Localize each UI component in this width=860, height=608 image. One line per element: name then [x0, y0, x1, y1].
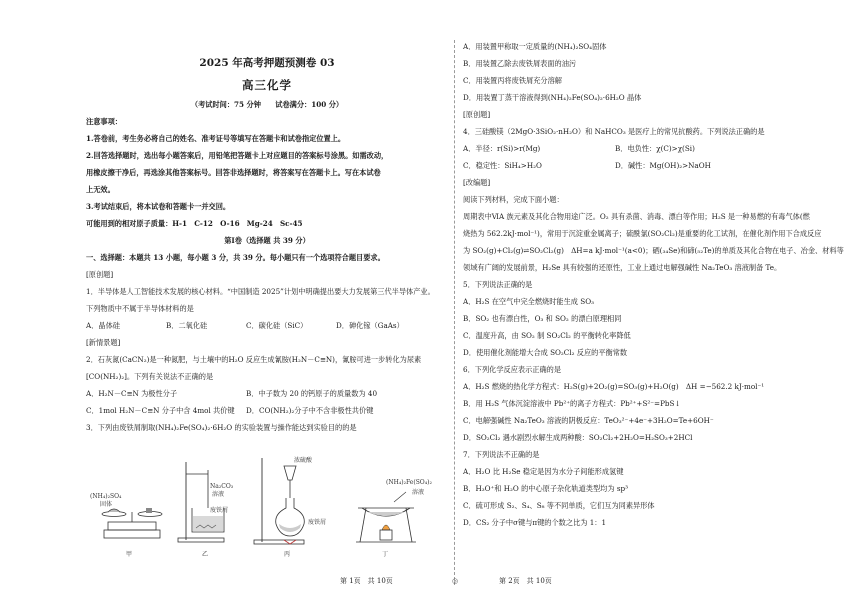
apparatus-flask: [254, 458, 304, 544]
q3-stem: 3．下列由废铁屑制取(NH₄)₂Fe(SO₄)₂·6H₂O 的实验装置与操作能达到实验目的的是: [86, 423, 357, 432]
q4-option-c: C．稳定性：SiH₄>H₂O: [463, 161, 542, 170]
q3-option-b: B．用装置乙除去废铁屑表面的油污: [463, 59, 577, 68]
notes-line-5: 3.考试结束后，将本试卷和答题卡一并交回。: [86, 202, 231, 211]
q5-option-d: D．使用催化剂能增大合成 SO₂Cl₂ 反应的平衡常数: [463, 348, 628, 357]
page-divider: [454, 40, 455, 585]
q3-option-c: C．用装置丙将废铁屑充分溶解: [463, 76, 562, 85]
q6-option-d: D．SO₂Cl₂ 遇水剧烈水解生成两种酸：SO₂Cl₂+2H₂O=H₂SO₃+2HCl: [463, 433, 693, 442]
passage-tag: [改编题]: [463, 178, 491, 187]
center-mark: ◎: [452, 577, 459, 585]
q5-option-b: B．SO₂ 也有漂白性，O₃ 和 SO₂ 的漂白原理相同: [463, 314, 622, 323]
label-solid: 固体: [100, 501, 113, 508]
q2-option-b: B．中子数为 20 的钙原子的质量数为 40: [246, 389, 378, 398]
section-instruction: 一、选择题：本题共 13 小题，每小题 3 分，共 39 分。每小题只有一个选项符合题目要求。: [86, 253, 385, 262]
label-ammonium-sulfate: (NH₄)₂SO₄: [90, 493, 122, 500]
atomic-masses: 可能用到的相对原子质量：H-1 C-12 O-16 Mg-24 Sc-45: [86, 219, 303, 228]
q4-tag: [原创题]: [463, 110, 491, 119]
q5-option-c: C．温度升高，由 SO₂ 制 SO₂Cl₂ 的平衡转化率降低: [463, 331, 631, 340]
q3-apparatus-figure: [86, 452, 448, 562]
notes-line-1: 1.答卷前，考生务必将自己的姓名、准考证号等填写在答题卡和试卷指定位置上。: [86, 134, 346, 143]
q2-option-d: D．CO(NH₂)₂分子中不含非极性共价键: [246, 406, 374, 415]
q7-stem: 7．下列说法不正确的是: [463, 450, 540, 459]
notes-line-3: 用橡皮擦干净后，再选涂其他答案标号。回答非选择题时，将答案写在答题卡上。写在本试卷: [86, 168, 381, 177]
passage-line-1: 周期表中ⅥA 族元素及其化合物用途广泛。O₂ 具有杀菌、消毒、漂白等作用；H₂S 是一种易燃的有毒气体(燃: [463, 212, 810, 221]
subject-title: 高三化学: [242, 78, 292, 92]
exam-title: 2025 年高考押题预测卷 03: [199, 57, 335, 69]
left-page-column: [86, 0, 448, 608]
q1-tag: [原创题]: [86, 270, 114, 279]
q7-option-a: A．H₂O 比 H₂Se 稳定是因为水分子间能形成氢键: [463, 467, 624, 476]
right-page-number: 第 2页 共 10页: [499, 577, 552, 585]
q3-option-d: D．用装置丁蒸干溶液得到(NH₄)₂Fe(SO₄)₂·6H₂O 晶体: [463, 93, 642, 102]
q6-option-c: C．电解强碱性 Na₂TeO₃ 溶液的阴极反应：TeO₃²⁻+4e⁻+3H₂O=Te+6OH⁻: [463, 416, 714, 425]
apparatus-balance: [102, 508, 162, 538]
q2-option-c: C．1mol H₂N－C≡N 分子中含 4mol 共价键: [86, 406, 235, 415]
label-scrap-iron-1: 废铁屑: [210, 507, 229, 514]
q1-option-b: B．二氧化硅: [166, 321, 208, 330]
caption-bing: 丙: [284, 551, 291, 558]
q2-stem-1: 2．石灰氮(CaCN₂)是一种氮肥，与土壤中的H₂O 反应生成氰胺(H₂N－C≡N)，氰胺可进一步转化为尿素: [86, 355, 422, 364]
label-sodium-carbonate: Na₂CO₃: [210, 483, 234, 490]
q2-tag: [新情景题]: [86, 338, 121, 347]
left-page-number: 第 1页 共 10页: [340, 577, 393, 585]
q6-stem: 6．下列化学反应表示正确的是: [463, 365, 562, 374]
q1-option-a: A．晶体硅: [86, 321, 120, 330]
label-scrap-iron-2: 废铁屑: [308, 519, 327, 526]
q3-option-a: A．用装置甲称取一定质量的(NH₄)₂SO₄固体: [463, 42, 607, 51]
right-page-column: [463, 0, 843, 608]
passage-line-3: 为 SO₂(g)+Cl₂(g)⇌SO₂Cl₂(g) ΔH=a kJ·mol⁻¹(a<0)；硒(₃₄Se)和碲(₅₂Te)的单质及其化合物在电子、冶金、材料等: [463, 246, 844, 255]
section-part: 第Ⅰ卷（选择题 共 39 分）: [224, 236, 310, 245]
passage-line-2: 烧热为 562.2kJ·mol⁻¹)，常用于沉淀重金属离子；硫酰氯(SO₂Cl₂)是重要的化工试剂，在催化剂作用下合成反应: [463, 229, 822, 238]
caption-jia: 甲: [126, 551, 133, 558]
q7-option-d: D．CS₂ 分子中σ键与π键的个数之比为 1：1: [463, 518, 607, 527]
q4-option-d: D．碱性：Mg(OH)₂>NaOH: [615, 161, 711, 170]
caption-yi: 乙: [202, 551, 209, 558]
q2-stem-2: [CO(NH₂)₂]。下列有关说法不正确的是: [86, 372, 214, 381]
label-conc-sulfuric-acid: 浓硫酸: [294, 457, 313, 464]
exam-info: （考试时间：75 分钟 试卷满分：100 分）: [190, 100, 344, 109]
passage-line-4: 领域有广阔的发展前景，H₂Se 具有较强的还原性，工业上通过电解强碱性 Na₂TeO₃ 溶液制备 Te。: [463, 263, 782, 272]
q5-option-a: A．H₂S 在空气中完全燃烧时能生成 SO₃: [463, 297, 594, 306]
notes-line-2: 2.回答选择题时，选出每小题答案后，用铅笔把答题卡上对应题目的答案标号涂黑。如需改动，: [86, 151, 389, 160]
notes-line-4: 上无效。: [86, 185, 115, 194]
q1-option-c: C．碳化硅（SiC）: [246, 321, 308, 330]
q2-option-a: A．H₂N－C≡N 为极性分子: [86, 389, 178, 398]
q1-stem-2: 下列物质中不属于半导体材料的是: [86, 304, 194, 313]
q7-option-c: C．硫可形成 S₂、S₄、S₈ 等不同单质，它们互为同素异形体: [463, 501, 655, 510]
q6-option-b: B．用 H₂S 气体沉淀溶液中 Pb²⁺的离子方程式：Pb²⁺+S²⁻=PbS↓: [463, 399, 681, 408]
q7-option-b: B．H₃O⁺和 H₂O 的中心原子杂化轨道类型均为 sp³: [463, 484, 628, 493]
q4-stem: 4．三硅酸镁（2MgO·3SiO₂·nH₂O）和 NaHCO₃ 是医疗上的常见抗酸药。下列说法正确的是: [463, 127, 765, 136]
q1-stem-1: 1．半导体是人工智能技术发展的核心材料。“中国制造 2025”计划中明确提出要大力发展第三代半导体产业。: [86, 287, 435, 296]
q4-option-a: A．半径：r(Si)>r(Mg): [463, 144, 541, 153]
label-solution-1: 溶液: [212, 491, 225, 498]
q4-option-b: B．电负性：χ(C)>χ(Si): [615, 144, 695, 153]
q6-option-a: A．H₂S 燃烧的热化学方程式：H₂S(g)+2O₂(g)=SO₃(g)+H₂O(g) ΔH =−562.2 kJ·mol⁻¹: [463, 382, 765, 391]
q1-option-d: D．砷化镓（GaAs）: [336, 321, 404, 330]
passage-intro: 阅读下列材料，完成下面小题：: [463, 195, 564, 204]
label-solution-2: 溶液: [412, 489, 425, 496]
apparatus-evaporating-dish: [356, 492, 416, 542]
q5-stem: 5．下列说法正确的是: [463, 280, 533, 289]
label-ammonium-iron-sulfate: (NH₄)₂Fe(SO₄)₂: [386, 479, 432, 486]
caption-ding: 丁: [382, 551, 389, 558]
notes-heading: 注意事项：: [86, 117, 122, 126]
apparatus-washing: [178, 462, 224, 542]
